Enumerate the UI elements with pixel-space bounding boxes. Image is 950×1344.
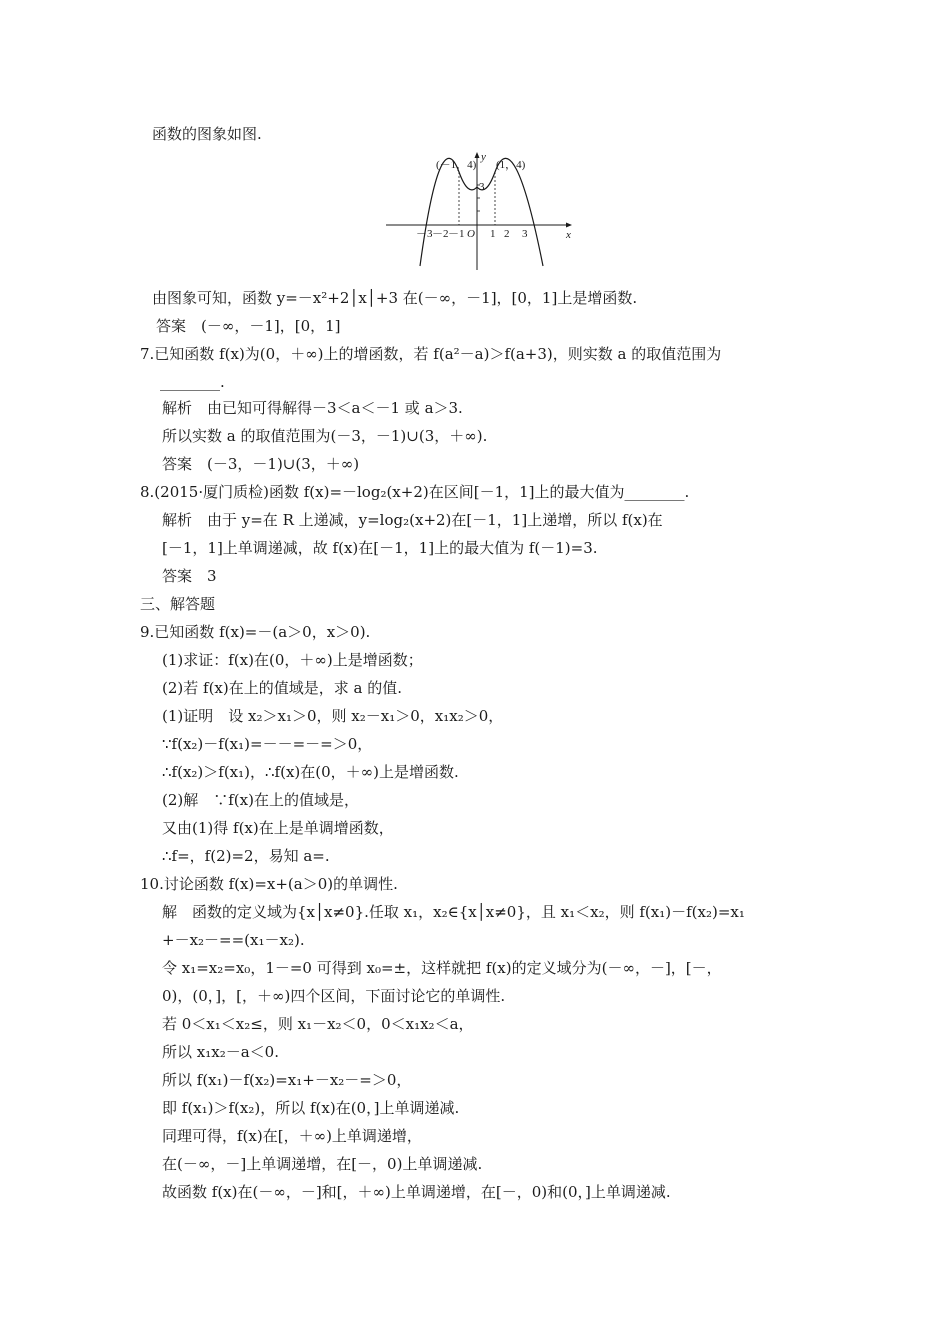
section-heading: 三、解答题: [140, 595, 216, 613]
text-line: 10.讨论函数 f(x)=x+(a＞0)的单调性.: [140, 875, 398, 893]
text-line: 由图象可知，函数 y=－x²+2│x│+3 在(－∞，－1]，[0，1]上是增函数.: [152, 289, 638, 307]
point-right-label: (1，4): [496, 159, 526, 171]
text-line: 即 f(x₁)＞f(x₂)，所以 f(x)在(0，]上单调递减.: [162, 1099, 460, 1117]
origin-label: O: [467, 228, 475, 240]
text-line: ∴f(x₂)＞f(x₁)，∴f(x)在(0，＋∞)上是增函数.: [162, 763, 459, 781]
x-tick-label: 3: [522, 228, 528, 240]
y-intercept-label: 3: [479, 181, 485, 193]
text-line: (2)解 ∵f(x)在上的值域是，: [162, 791, 359, 809]
text-line: [－1，1]上单调递减，故 f(x)在[－1，1]上的最大值为 f(－1)=3.: [162, 539, 598, 557]
text-line: 在(－∞，－]上单调递增，在[－，0)上单调递减.: [162, 1155, 483, 1173]
text-line: (1)证明 设 x₂＞x₁＞0，则 x₂－x₁＞0，x₁x₂＞0，: [162, 707, 504, 725]
x-axis-arrow: [566, 223, 572, 228]
text-line: 令 x₁=x₂=x₀，1－=0 可得到 x₀=±，这样就把 f(x)的定义域分为(－∞，－]，[－，: [162, 959, 722, 977]
text-line: 答案 (－3，－1)∪(3，＋∞): [162, 455, 360, 473]
text-line: 若 0＜x₁＜x₂≤，则 x₁－x₂＜0，0＜x₁x₂＜a，: [162, 1015, 474, 1033]
text-line: 同理可得，f(x)在[，＋∞)上单调递增，: [162, 1127, 422, 1145]
point-left-label: (－1，4): [436, 159, 477, 171]
text-line: 所以 f(x₁)－f(x₂)=x₁+－x₂－=＞0，: [162, 1071, 412, 1089]
function-curve: [420, 158, 543, 266]
text-line: 解 函数的定义域为{x│x≠0}.任取 x₁，x₂∈{x│x≠0}，且 x₁＜x₂，则 f(x₁)－f(x₂)=x₁: [162, 903, 745, 921]
x-tick-label: －2: [432, 228, 449, 240]
text-line: ________.: [160, 373, 225, 391]
text-line: 8.(2015·厦门质检)函数 f(x)=－log₂(x+2)在区间[－1，1]上的最大值为________.: [140, 483, 690, 501]
text-line: 7.已知函数 f(x)为(0，＋∞)上的增函数，若 f(a²－a)＞f(a+3)，则实数 a 的取值范围为: [140, 345, 722, 363]
text-line: 答案 3: [162, 567, 217, 585]
text-line: 答案 (－∞，－1]，[0，1]: [156, 317, 341, 335]
text-line: (1)求证：f(x)在(0，＋∞)上是增函数；: [162, 651, 423, 669]
text-line: ∴f=，f(2)=2，易知 a=.: [162, 847, 330, 865]
x-tick-label: －3: [416, 228, 433, 240]
text-line: ∵f(x₂)－f(x₁)=－－=－=＞0，: [162, 735, 373, 753]
text-line: (2)若 f(x)在上的值域是，求 a 的值.: [162, 679, 402, 697]
text-line: 解析 由于 y=在 R 上递减，y=log₂(x+2)在[－1，1]上递增，所以 f(x)在: [162, 511, 663, 529]
text-line: +－x₂－==(x₁－x₂).: [162, 931, 305, 949]
text-line: 所以实数 a 的取值范围为(－3，－1)∪(3，＋∞).: [162, 427, 488, 445]
function-graph: [380, 148, 580, 270]
text-line: 故函数 f(x)在(－∞，－]和[，＋∞)上单调递增，在[－，0)和(0，]上单调递减.: [162, 1183, 671, 1201]
y-axis-arrow: [475, 152, 480, 158]
text-line: 解析 由已知可得解得－3＜a＜－1 或 a＞3.: [162, 399, 463, 417]
text-line: 又由(1)得 f(x)在上是单调增函数，: [162, 819, 394, 837]
text-line: 所以 x₁x₂－a＜0.: [162, 1043, 279, 1061]
y-axis-label: y: [481, 151, 486, 163]
text-line: 函数的图象如图.: [152, 125, 262, 143]
x-tick-label: 2: [504, 228, 510, 240]
text-line: 0)，(0，]，[，＋∞)四个区间，下面讨论它的单调性.: [162, 987, 506, 1005]
x-axis-label: x: [566, 229, 571, 241]
x-tick-label: 1: [490, 228, 496, 240]
text-line: 9.已知函数 f(x)=－(a＞0，x＞0).: [140, 623, 371, 641]
x-tick-label: －1: [448, 228, 465, 240]
